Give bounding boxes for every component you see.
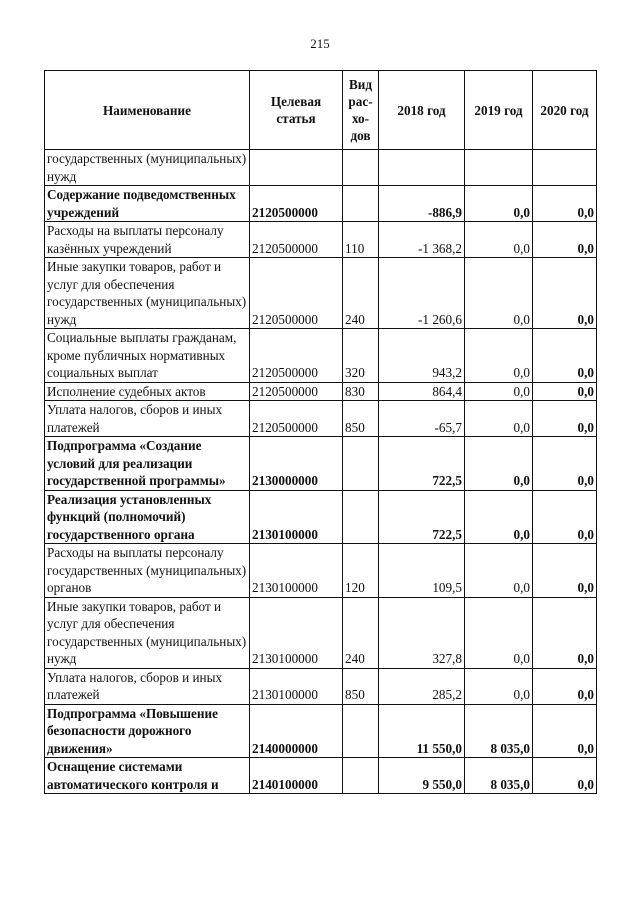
cell-name: Подпрограмма «Создание условий для реализации государственной программы»: [45, 437, 250, 491]
cell-2018: 11 550,0: [379, 704, 465, 758]
cell-2019: 0,0: [465, 401, 533, 437]
cell-expense-type: [343, 704, 379, 758]
cell-target-code: 2130100000: [250, 668, 343, 704]
cell-name: Содержание подведомственных учреждений: [45, 186, 250, 222]
cell-2018: 9 550,0: [379, 758, 465, 794]
cell-2020: 0,0: [533, 597, 597, 668]
cell-2020: [533, 150, 597, 186]
header-name: Наименование: [45, 71, 250, 150]
cell-2020: 0,0: [533, 490, 597, 544]
cell-target-code: 2130100000: [250, 490, 343, 544]
cell-2020: 0,0: [533, 437, 597, 491]
page-number: 215: [310, 36, 330, 51]
cell-target-code: 2140000000: [250, 704, 343, 758]
table-row: [45, 668, 597, 704]
table-row: [45, 490, 597, 544]
cell-2019: 0,0: [465, 382, 533, 401]
cell-expense-type: 830: [343, 382, 379, 401]
cell-2018: 109,5: [379, 544, 465, 598]
cell-2019: 8 035,0: [465, 704, 533, 758]
cell-2020: 0,0: [533, 222, 597, 258]
table-body: [45, 150, 597, 794]
cell-2020: 0,0: [533, 258, 597, 329]
table-row: [45, 329, 597, 383]
cell-2020: 0,0: [533, 382, 597, 401]
cell-2018: 722,5: [379, 437, 465, 491]
cell-expense-type: [343, 150, 379, 186]
cell-2019: 8 035,0: [465, 758, 533, 794]
cell-name: Уплата налогов, сборов и иных платежей: [45, 668, 250, 704]
header-2020: 2020 год: [533, 71, 597, 150]
cell-name: Подпрограмма «Повышение безопасности дорожного движения»: [45, 704, 250, 758]
cell-2019: 0,0: [465, 329, 533, 383]
cell-2019: 0,0: [465, 258, 533, 329]
cell-2018: 327,8: [379, 597, 465, 668]
cell-name: государственных (муниципальных) нужд: [45, 150, 250, 186]
cell-expense-type: [343, 758, 379, 794]
cell-2019: 0,0: [465, 437, 533, 491]
cell-2019: 0,0: [465, 597, 533, 668]
table-row: [45, 544, 597, 598]
cell-2019: 0,0: [465, 490, 533, 544]
cell-2019: 0,0: [465, 668, 533, 704]
table-row: [45, 382, 597, 401]
cell-expense-type: 110: [343, 222, 379, 258]
table-row: [45, 222, 597, 258]
cell-target-code: 2120500000: [250, 186, 343, 222]
table-row: [45, 401, 597, 437]
cell-expense-type: [343, 186, 379, 222]
cell-name: Расходы на выплаты персоналу государственных (муниципальных) органов: [45, 544, 250, 598]
cell-2020: 0,0: [533, 329, 597, 383]
cell-2020: 0,0: [533, 401, 597, 437]
cell-2018: 722,5: [379, 490, 465, 544]
cell-name: Реализация установленных функций (полномочий) государственного органа: [45, 490, 250, 544]
header-target: Целевая статья: [250, 71, 343, 150]
header-2019: 2019 год: [465, 71, 533, 150]
cell-2019: [465, 150, 533, 186]
cell-2018: 943,2: [379, 329, 465, 383]
cell-name: Оснащение системами автоматического контроля и: [45, 758, 250, 794]
cell-expense-type: 850: [343, 668, 379, 704]
cell-2018: -1 260,6: [379, 258, 465, 329]
cell-name: Расходы на выплаты персоналу казённых учреждений: [45, 222, 250, 258]
cell-2019: 0,0: [465, 544, 533, 598]
cell-2020: 0,0: [533, 668, 597, 704]
cell-2018: -1 368,2: [379, 222, 465, 258]
cell-expense-type: 120: [343, 544, 379, 598]
cell-2018: 285,2: [379, 668, 465, 704]
cell-name: Социальные выплаты гражданам, кроме публичных нормативных социальных выплат: [45, 329, 250, 383]
table-row: [45, 258, 597, 329]
cell-expense-type: [343, 490, 379, 544]
cell-target-code: 2130100000: [250, 597, 343, 668]
table-row: [45, 597, 597, 668]
cell-2019: 0,0: [465, 222, 533, 258]
cell-name: Уплата налогов, сборов и иных платежей: [45, 401, 250, 437]
table-row: [45, 150, 597, 186]
cell-expense-type: 240: [343, 597, 379, 668]
cell-expense-type: [343, 437, 379, 491]
cell-2020: 0,0: [533, 186, 597, 222]
table-row: [45, 704, 597, 758]
cell-expense-type: 320: [343, 329, 379, 383]
cell-target-code: 2140100000: [250, 758, 343, 794]
header-expense-type: Вид рас- хо- дов: [343, 71, 379, 150]
cell-expense-type: 240: [343, 258, 379, 329]
budget-table: [44, 70, 597, 794]
cell-2018: -886,9: [379, 186, 465, 222]
table-row: [45, 758, 597, 794]
table-header-row: [45, 71, 597, 150]
header-2018: 2018 год: [379, 71, 465, 150]
cell-2018: 864,4: [379, 382, 465, 401]
cell-target-code: 2120500000: [250, 401, 343, 437]
table-row: [45, 186, 597, 222]
cell-expense-type: 850: [343, 401, 379, 437]
cell-2020: 0,0: [533, 544, 597, 598]
cell-target-code: 2120500000: [250, 258, 343, 329]
cell-target-code: 2120500000: [250, 222, 343, 258]
cell-target-code: 2120500000: [250, 329, 343, 383]
cell-2019: 0,0: [465, 186, 533, 222]
table-row: [45, 437, 597, 491]
cell-target-code: 2130100000: [250, 544, 343, 598]
cell-2020: 0,0: [533, 704, 597, 758]
cell-target-code: 2120500000: [250, 382, 343, 401]
cell-name: Иные закупки товаров, работ и услуг для обеспечения государственных (муниципальных) нужд: [45, 258, 250, 329]
cell-name: Исполнение судебных актов: [45, 382, 250, 401]
cell-2018: -65,7: [379, 401, 465, 437]
cell-target-code: 2130000000: [250, 437, 343, 491]
cell-2018: [379, 150, 465, 186]
cell-target-code: [250, 150, 343, 186]
cell-2020: 0,0: [533, 758, 597, 794]
cell-name: Иные закупки товаров, работ и услуг для обеспечения государственных (муниципальных) нужд: [45, 597, 250, 668]
